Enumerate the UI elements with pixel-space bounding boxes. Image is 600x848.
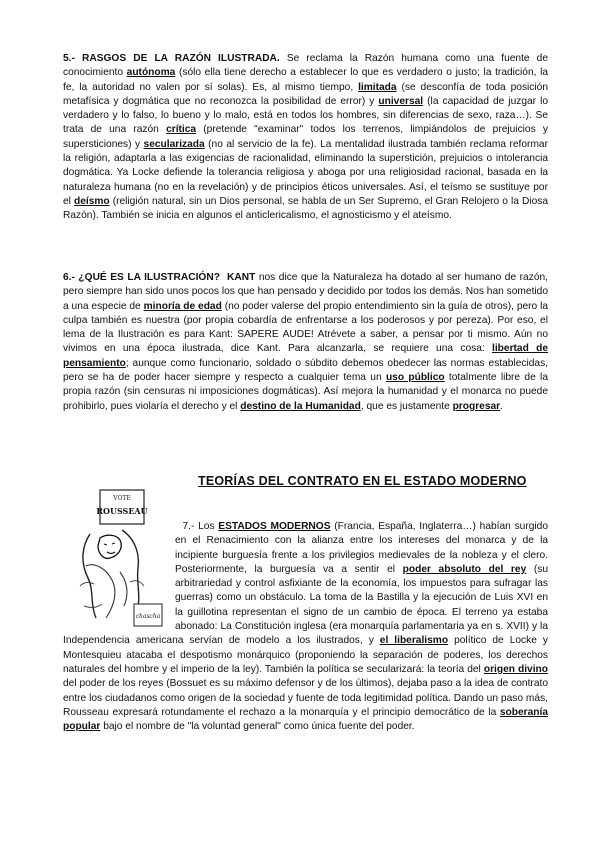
text-run: (Francia, España, Inglaterra…) habían surgido en el Renacimiento con la alianza entre los intereses del monarca y de la incipiente burguesía frente a los privilegios medievales de la nobleza y el clero. Posteriormente, la burguesía va a sentir el — [175, 521, 548, 575]
keyword-universal: universal — [378, 95, 424, 107]
section-6-number: 6.- — [63, 272, 75, 283]
text-run: . — [500, 400, 503, 412]
section-5-paragraph — [63, 52, 548, 224]
author-kant: KANT — [227, 272, 256, 283]
keyword-uso-publico: uso público — [385, 372, 445, 384]
keyword-limitada: limitada — [358, 81, 397, 93]
section-7-number: 7.- — [182, 521, 195, 532]
keyword-autonoma: autónoma — [126, 67, 176, 79]
keyword-liberalismo: el liberalismo — [379, 635, 449, 647]
poster-text-rousseau: ROUSSEAU — [96, 506, 148, 516]
text-run: político de Locke y Montesquieu atacaba el despotismo monárquico (proponiendo la separación de poderes, los derechos naturales del hombre y el imperio de la ley). También la política se secularizará: la teoría del — [63, 635, 548, 675]
text-run: (su arbitrariedad y control asfixiante de la economía, los impuestos para sufragar las guerras) como un obstáculo. La toma de la Bastilla y la ejecución de Luis XVI en la guillotina representan el signo de un cambio de época. El terreno ya estaba abonado: La Constitución inglesa (era monarquía parlamentaria ya en s. XVII) y la Independencia americana servían de modelo a los ilustrados, y — [63, 563, 548, 647]
text-run: (la capacidad de juzgar lo verdadero y lo falso, lo bueno y lo malo, está en todos los hombres, sin diferencias de sexo, raza…). Se trata de una razón — [63, 95, 548, 136]
text-run: Los — [194, 521, 219, 532]
keyword-origen-divino: origen divino — [483, 663, 548, 675]
section-title: TEORÍAS DEL CONTRATO EN EL ESTADO MODERNO — [198, 474, 527, 488]
text-run: (no poder valerse del propio entendimiento sin la guía de otros), pero la culpa también es nuestra (por propia cobardía de enfrentarse a los poderosos y por pereza). Por eso, el lema de la Ilustración es para Kant: SAPERE AUDE! Atrévete a saber, a pensar por ti mismo. Aún no vivimos en una época ilustrada, dice Kant. Para alcanzarla, se requiere una cosa: — [63, 300, 549, 355]
keyword-estados-modernos: ESTADOS MODERNOS — [218, 521, 331, 532]
text-run: nos dice que la Naturaleza ha dotado al ser humano de razón, pero siempre han sido unos pocos los que han pensado y decidido por todos los demás. Nos han sometido a una especie de — [63, 272, 548, 312]
keyword-secularizada: secularizada — [143, 138, 205, 150]
keyword-deismo: deísmo — [73, 195, 110, 207]
section-6-heading: ¿QUÉ ES LA ILUSTRACIÓN? — [78, 272, 220, 283]
text-run: (religión natural, sin un Dios personal, se habla de un Ser Supremo, el Gran Relojero o la Diosa Razón). También se inicia en algunos el anticlericalismo, el agnosticismo y el ateísmo. — [63, 195, 548, 222]
keyword-critica: crítica — [166, 124, 197, 136]
keyword-progresar: progresar — [452, 400, 501, 412]
section-7-paragraph — [63, 520, 548, 734]
section-6-paragraph — [63, 271, 548, 414]
keyword-minoria-de-edad: minoría de edad — [143, 300, 222, 312]
keyword-libertad-de-pensamiento: libertad de pensamiento — [63, 343, 548, 369]
text-run: totalmente libre de la propia razón (sin censuras ni imposiciones dogmáticas). Así mejora la humanidad y el monarca no puede prohibirlo, pues violaría el derecho y el — [63, 372, 548, 412]
poster-text-vote: VOTE — [113, 495, 131, 502]
section-5-number: 5.- — [63, 53, 75, 64]
text-run: bajo el nombre de "la voluntad general" como única fuente del poder. — [100, 721, 415, 733]
keyword-soberania-popular: soberanía popular — [63, 706, 548, 733]
keyword-destino-humanidad: destino de la Humanidad — [240, 400, 361, 412]
figure-wrap-spacer — [63, 520, 175, 632]
signature-text: chascha — [135, 613, 161, 620]
keyword-poder-absoluto: poder absoluto del rey — [402, 563, 527, 575]
text-run: (sólo ella tiene derecho a establecer lo que es verdadero o justo; la tradición, la fe, la autoridad no valen por sí solas). Es, al mismo tiempo, — [63, 67, 548, 93]
text-run: ; aunque como funcionario, soldado o súbdito debemos obedecer las normas establecidas, pero se ha de poder hacer siempre y respecto a cualquier tema un — [63, 357, 548, 384]
text-run: Se reclama la Razón humana como una fuente de conocimiento — [63, 53, 548, 79]
section-5-heading: RASGOS DE LA RAZÓN ILUSTRADA. — [81, 53, 280, 64]
text-run: (se desconfía de toda posición metafísica y dogmática que no reconozca la posibilidad de error) y — [63, 81, 549, 107]
text-run: del poder de los reyes (Bossuet es su máximo defensor y de los últimos), dejaba paso a la idea de contrato entre los ciudadanos como origen de la sociedad y fuente de toda legitimidad política. Dando un paso más, Rousseau expresará rotundamente el rechazo a la monarquía y el principio democrático de la — [63, 678, 548, 718]
text-run: (no al servicio de la fe). La mentalidad ilustrada también reclama reformar la religión, adaptarla a las exigencias de racionalidad, eliminando la superstición, prejuicios o intolerancia dogmática. Ya Locke defiende la tolerancia religiosa y aboga por una religiosidad racional, basada en la naturaleza humana (no en la revelación) y de principios éticos universales. Así, el teísmo se sustituye por el — [63, 138, 548, 207]
text-run: (pretende "examinar" todos los terrenos, limpiándolos de prejuicios y supersticiones) y — [63, 124, 548, 150]
text-run: , que es justamente — [360, 400, 453, 412]
